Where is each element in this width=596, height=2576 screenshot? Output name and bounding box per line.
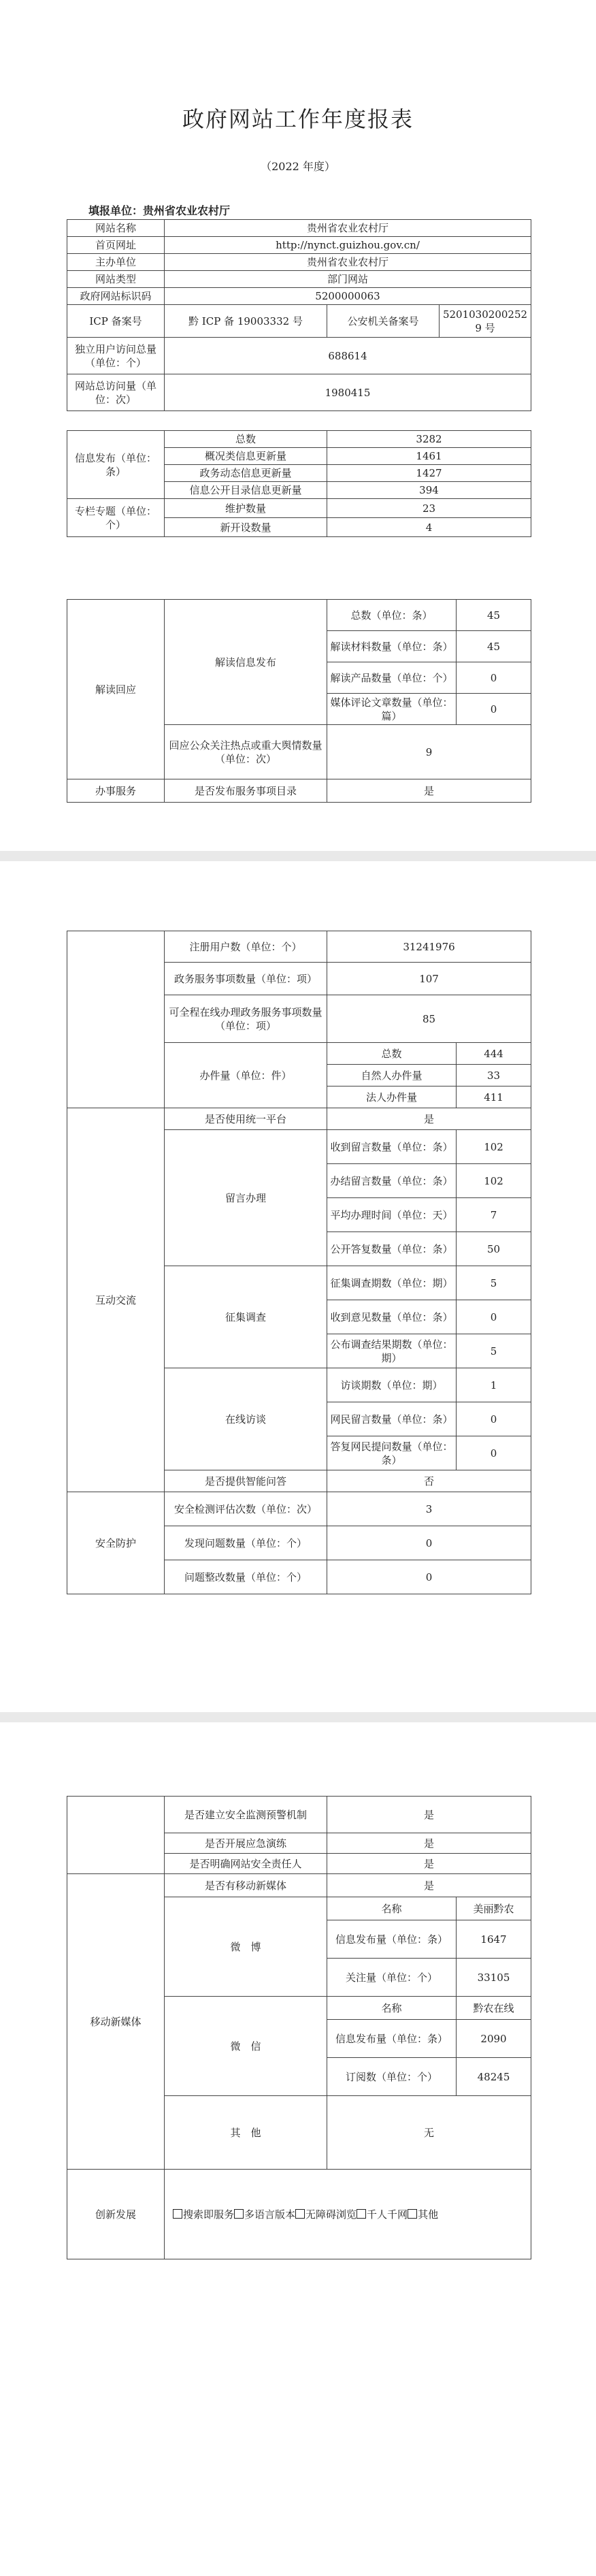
label-cell: 总数 xyxy=(327,1043,457,1065)
option-checkbox[interactable]: 搜索即服务 xyxy=(173,2208,234,2221)
label-cell: 是否开展应急演练 xyxy=(165,1833,327,1854)
value-cell: 48245 xyxy=(457,2058,531,2096)
checkbox-icon xyxy=(357,2209,366,2219)
label-cell: 是否发布服务事项目录 xyxy=(165,779,327,803)
label-cell: 办事服务 xyxy=(67,779,165,803)
label-cell: 概况类信息更新量 xyxy=(165,448,327,465)
label-cell: 答复网民提问数量（单位：条） xyxy=(327,1436,457,1470)
filler-unit: 填报单位：贵州省农业农村厅 xyxy=(88,204,231,217)
value-cell: 107 xyxy=(327,963,531,995)
report-page-1 xyxy=(0,0,596,851)
value-cell: 黔农在线 xyxy=(457,1997,531,2020)
label-cell: 公安机关备案号 xyxy=(327,305,440,338)
label-cell: 名称 xyxy=(327,1997,457,2020)
option-checkbox[interactable]: 其他 xyxy=(408,2208,438,2221)
value-cell: 45 xyxy=(457,600,531,631)
value-cell: 黔 ICP 备 19003332 号 xyxy=(165,305,327,338)
value-cell: 部门网站 xyxy=(165,271,531,288)
value-cell: 33 xyxy=(457,1065,531,1086)
value-cell: 1427 xyxy=(327,465,531,482)
value-cell: 50 xyxy=(457,1232,531,1266)
label-cell: 解读产品数量（单位：个） xyxy=(327,662,457,694)
value-cell: 688614 xyxy=(165,338,531,374)
label-cell xyxy=(67,1797,165,1874)
label-cell: 主办单位 xyxy=(67,254,165,271)
value-cell: 4 xyxy=(327,518,531,537)
label-cell: 新开设数量 xyxy=(165,518,327,537)
label-cell: 网站名称 xyxy=(67,220,165,237)
label-cell: 回应公众关注热点或重大舆情数量（单位：次） xyxy=(165,725,327,779)
value-cell: 52010302002529 号 xyxy=(440,305,531,338)
label-cell: 信息发布量（单位：条） xyxy=(327,2020,457,2058)
label-cell: 信息发布（单位：条） xyxy=(67,431,165,499)
value-cell: 0 xyxy=(327,1560,531,1594)
label-cell: 专栏专题（单位：个） xyxy=(67,499,165,537)
label-cell: 收到留言数量（单位：条） xyxy=(327,1130,457,1164)
service-interaction-table xyxy=(67,931,531,1594)
label-cell: 访谈期数（单位：期） xyxy=(327,1368,457,1402)
checkbox-icon xyxy=(295,2209,305,2219)
value-cell: 85 xyxy=(327,995,531,1043)
label-cell: 名称 xyxy=(327,1897,457,1920)
label-cell: 公开答复数量（单位：条） xyxy=(327,1232,457,1266)
label-cell: 网站总访问量（单位：次） xyxy=(67,374,165,411)
option-checkbox[interactable]: 千人千网 xyxy=(357,2208,408,2221)
checkbox-icon xyxy=(234,2209,244,2219)
value-cell: 贵州省农业农村厅 xyxy=(165,254,531,271)
label-cell: 关注量（单位：个） xyxy=(327,1959,457,1997)
interpret-table xyxy=(67,599,531,803)
value-cell: 5 xyxy=(457,1266,531,1300)
label-cell: 可全程在线办理政务服务事项数量（单位：项） xyxy=(165,995,327,1043)
label-cell: 法人办件量 xyxy=(327,1086,457,1108)
label-cell: 解读信息发布 xyxy=(165,600,327,725)
checkbox-icon xyxy=(173,2209,182,2219)
label-cell: 自然人办件量 xyxy=(327,1065,457,1086)
publish-table xyxy=(67,430,531,537)
label-cell: 网站类型 xyxy=(67,271,165,288)
label-cell: 政务服务事项数量（单位：项） xyxy=(165,963,327,995)
value-cell: 1647 xyxy=(457,1920,531,1959)
label-cell: 在线访谈 xyxy=(165,1368,327,1470)
label-cell: 是否提供智能问答 xyxy=(165,1470,327,1492)
value-cell: 2090 xyxy=(457,2020,531,2058)
label-cell: 办结留言数量（单位：条） xyxy=(327,1164,457,1198)
value-cell: 102 xyxy=(457,1164,531,1198)
label-cell: 维护数量 xyxy=(165,499,327,518)
label-cell: 网民留言数量（单位：条） xyxy=(327,1402,457,1436)
value-cell: 33105 xyxy=(457,1959,531,1997)
label-cell: 安全防护 xyxy=(67,1492,165,1594)
value-cell: 9 xyxy=(327,725,531,779)
basic-info-table xyxy=(67,219,531,411)
value-cell: 1 xyxy=(457,1368,531,1402)
label-cell: 平均办理时间（单位：天） xyxy=(327,1198,457,1232)
value-cell: 美丽黔农 xyxy=(457,1897,531,1920)
label-cell: 微 信 xyxy=(165,1997,327,2096)
report-page-2 xyxy=(0,861,596,1712)
label-cell: ICP 备案号 xyxy=(67,305,165,338)
label-cell: 公布调查结果期数（单位：期） xyxy=(327,1334,457,1368)
value-cell: 5 xyxy=(457,1334,531,1368)
label-cell: 总数 xyxy=(165,431,327,448)
label-cell: 互动交流 xyxy=(67,1108,165,1492)
value-cell: 无 xyxy=(327,2096,531,2170)
value-cell: 是 xyxy=(327,1108,531,1130)
value-cell: 5200000063 xyxy=(165,288,531,305)
label-cell: 独立用户访问总量（单位：个） xyxy=(67,338,165,374)
value-cell: 贵州省农业农村厅 xyxy=(165,220,531,237)
value-cell: 0 xyxy=(457,662,531,694)
label-cell: 政务动态信息更新量 xyxy=(165,465,327,482)
label-cell: 移动新媒体 xyxy=(67,1874,165,2170)
report-title: 政府网站工作年度报表 xyxy=(182,106,414,132)
value-cell: http://nynct.guizhou.gov.cn/ xyxy=(165,237,531,254)
value-cell: 0 xyxy=(327,1526,531,1560)
label-cell xyxy=(67,931,165,1108)
value-cell: 444 xyxy=(457,1043,531,1065)
value-cell: 3282 xyxy=(327,431,531,448)
label-cell: 办件量（单位：件） xyxy=(165,1043,327,1108)
label-cell: 收到意见数量（单位：条） xyxy=(327,1300,457,1334)
report-page-3 xyxy=(0,1722,596,2576)
value-cell: 0 xyxy=(457,1436,531,1470)
value-cell: 是 xyxy=(327,779,531,803)
label-cell: 首页网址 xyxy=(67,237,165,254)
label-cell: 订阅数（单位：个） xyxy=(327,2058,457,2096)
label-cell: 是否有移动新媒体 xyxy=(165,1874,327,1897)
label-cell: 媒体评论文章数量（单位：篇） xyxy=(327,694,457,725)
report-year: （2022 年度） xyxy=(261,160,335,173)
value-cell: 否 xyxy=(327,1470,531,1492)
label-cell: 政府网站标识码 xyxy=(67,288,165,305)
label-cell: 解读回应 xyxy=(67,600,165,779)
value-cell: 是 xyxy=(327,1874,531,1897)
label-cell: 征集调查 xyxy=(165,1266,327,1368)
label-cell: 注册用户数（单位：个） xyxy=(165,931,327,963)
label-cell: 是否使用统一平台 xyxy=(165,1108,327,1130)
value-cell: 31241976 xyxy=(327,931,531,963)
value-cell: 3 xyxy=(327,1492,531,1526)
value-cell: 7 xyxy=(457,1198,531,1232)
label-cell: 总数（单位：条） xyxy=(327,600,457,631)
label-cell: 信息公开目录信息更新量 xyxy=(165,482,327,499)
label-cell: 发现问题数量（单位：个） xyxy=(165,1526,327,1560)
label-cell: 其 他 xyxy=(165,2096,327,2170)
label-cell: 征集调查期数（单位：期） xyxy=(327,1266,457,1300)
label-cell: 安全检测评估次数（单位：次） xyxy=(165,1492,327,1526)
label-cell: 是否明确网站安全责任人 xyxy=(165,1854,327,1874)
value-cell: 45 xyxy=(457,631,531,662)
value-cell: 102 xyxy=(457,1130,531,1164)
value-cell: 0 xyxy=(457,1300,531,1334)
value-cell: 1980415 xyxy=(165,374,531,411)
label-cell: 留言办理 xyxy=(165,1130,327,1266)
value-cell: 是 xyxy=(327,1797,531,1833)
innovation-options xyxy=(165,2170,531,2259)
checkbox-icon xyxy=(408,2209,417,2219)
option-checkbox[interactable]: 多语言版本 xyxy=(234,2208,295,2221)
value-cell: 411 xyxy=(457,1086,531,1108)
value-cell: 394 xyxy=(327,482,531,499)
value-cell: 23 xyxy=(327,499,531,518)
label-cell: 创新发展 xyxy=(67,2170,165,2259)
label-cell: 信息发布量（单位：条） xyxy=(327,1920,457,1959)
label-cell: 微 博 xyxy=(165,1897,327,1997)
value-cell: 0 xyxy=(457,1402,531,1436)
label-cell: 解读材料数量（单位：条） xyxy=(327,631,457,662)
value-cell: 0 xyxy=(457,694,531,725)
value-cell: 是 xyxy=(327,1833,531,1854)
security-mobile-table xyxy=(67,1796,531,2259)
label-cell: 问题整改数量（单位：个） xyxy=(165,1560,327,1594)
option-checkbox[interactable]: 无障碍浏览 xyxy=(295,2208,357,2221)
label-cell: 是否建立安全监测预警机制 xyxy=(165,1797,327,1833)
value-cell: 1461 xyxy=(327,448,531,465)
value-cell: 是 xyxy=(327,1854,531,1874)
